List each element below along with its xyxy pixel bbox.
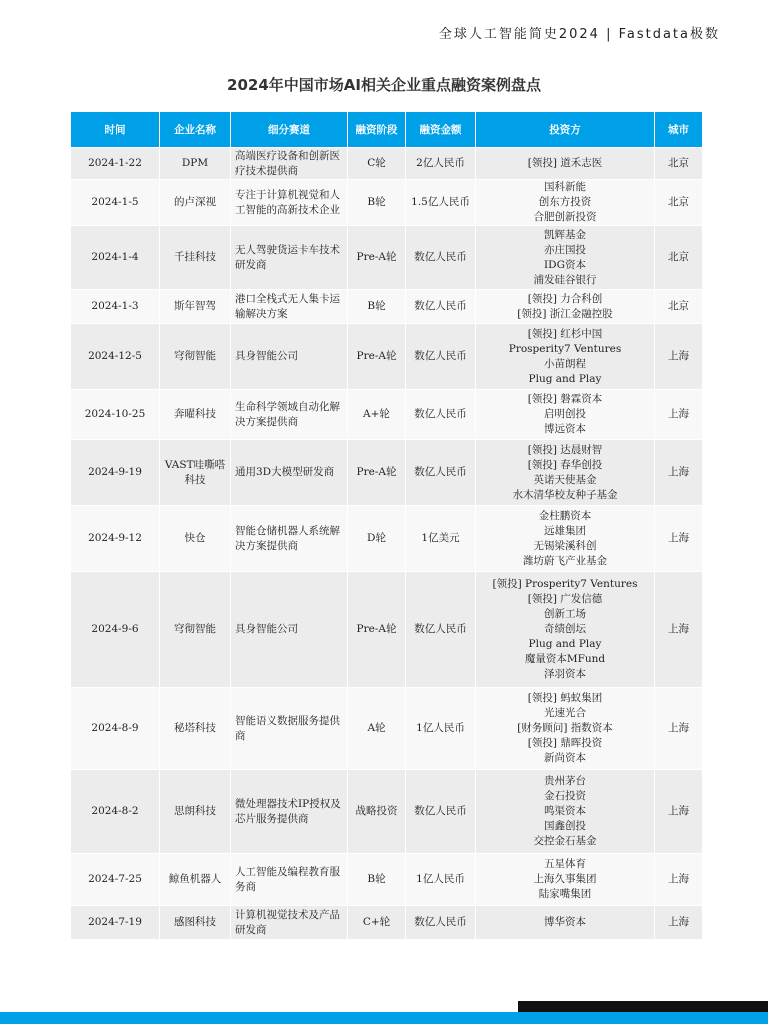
investor-name: 上海久事集团: [533, 873, 597, 885]
investor-name: [财务顾问] 指数资本: [517, 722, 613, 734]
footer-blue-bar: [0, 1012, 768, 1024]
cell-amount: 1.5亿人民币: [406, 180, 476, 226]
cell-track: 计算机视觉技术及产品研发商: [231, 906, 348, 940]
cell-stage: Pre-A轮: [348, 324, 406, 390]
investor-name: [领投] 浙江金融控股: [517, 307, 613, 320]
investor-name: 水木清华校友种子基金: [512, 488, 618, 501]
header-brand: 全球人工智能简史2024 | Fastdata极数: [438, 27, 720, 42]
cell-amount: 数亿人民币: [406, 324, 476, 390]
column-header-stage: 融资阶段: [348, 112, 406, 148]
cell-date: 2024-8-9: [71, 688, 160, 770]
column-header-city: 城市: [655, 112, 703, 148]
investor-name: 创东方投资: [538, 196, 592, 208]
investor-name: 远雄集团: [544, 524, 586, 537]
cell-city: 北京: [655, 180, 703, 226]
cell-track: 智能语义数据服务提供商: [231, 688, 348, 770]
table-row: [71, 390, 703, 440]
cell-company: 千挂科技: [160, 226, 231, 290]
cell-track: 微处理器技术IP授权及芯片服务提供商: [231, 770, 348, 854]
cell-stage: B轮: [348, 180, 406, 226]
investor-name: [领投] 磐霖资本: [527, 393, 603, 405]
cell-date: 2024-9-12: [71, 506, 160, 572]
footer-black-bar: [518, 1001, 768, 1012]
cell-investors: [476, 440, 655, 506]
investor-name: [领投] 红杉中国: [527, 327, 603, 340]
table-body: [71, 148, 703, 940]
table-row: [71, 506, 703, 572]
table-row: [71, 854, 703, 906]
investor-name: 博远资本: [544, 423, 586, 435]
investor-name: 浦发硅谷银行: [533, 273, 597, 286]
investor-name: 新尚资本: [544, 752, 586, 764]
investor-name: 英诺天使基金: [533, 473, 597, 486]
cell-city: 上海: [655, 506, 703, 572]
cell-stage: 战略投资: [348, 770, 406, 854]
investor-name: 亦庄国投: [544, 243, 586, 256]
investor-name: 国科新能: [544, 181, 586, 193]
cell-city: 北京: [655, 226, 703, 290]
investor-name: 国鑫创投: [544, 820, 586, 832]
cell-stage: Pre-A轮: [348, 226, 406, 290]
investor-name: IDG资本: [544, 258, 586, 271]
table-row: [71, 440, 703, 506]
cell-city: 上海: [655, 906, 703, 940]
cell-company: 的卢深视: [160, 180, 231, 226]
investor-name: [领投] 蚂蚁集团: [527, 692, 603, 704]
investor-name: [领投] 达晨财智: [527, 443, 603, 456]
investor-name: [领投] 春华创投: [527, 458, 603, 471]
table-row: [71, 906, 703, 940]
cell-company: 秘塔科技: [160, 688, 231, 770]
page-title: 2024年中国市场AI相关企业重点融资案例盘点: [227, 76, 541, 94]
cell-stage: C轮: [348, 148, 406, 180]
cell-investors: [476, 290, 655, 324]
investor-name: Prosperity7 Ventures: [508, 342, 622, 355]
cell-amount: 数亿人民币: [406, 226, 476, 290]
cell-company: VAST哇嘶嗒科技: [160, 440, 231, 506]
cell-date: 2024-12-5: [71, 324, 160, 390]
table-row: [71, 290, 703, 324]
investor-name: 金石投资: [544, 790, 586, 802]
cell-amount: 数亿人民币: [406, 440, 476, 506]
cell-date: 2024-9-6: [71, 572, 160, 688]
investor-name: [领投] 广发信德: [527, 593, 603, 605]
investor-name: 合肥创新投资: [533, 211, 597, 223]
financing-table: [70, 111, 703, 940]
cell-date: 2024-1-22: [71, 148, 160, 180]
cell-investors: [476, 506, 655, 572]
table-row: [71, 688, 703, 770]
table-header-row: [71, 112, 703, 148]
column-header-date: 时间: [71, 112, 160, 148]
cell-city: 上海: [655, 440, 703, 506]
cell-company: 穹彻智能: [160, 572, 231, 688]
cell-amount: 2亿人民币: [406, 148, 476, 180]
cell-date: 2024-1-5: [71, 180, 160, 226]
cell-date: 2024-9-19: [71, 440, 160, 506]
cell-city: 上海: [655, 390, 703, 440]
cell-date: 2024-7-19: [71, 906, 160, 940]
cell-date: 2024-7-25: [71, 854, 160, 906]
cell-track: 生命科学领域自动化解决方案提供商: [231, 390, 348, 440]
investor-name: 金柱鹏资本: [538, 509, 592, 522]
cell-track: 无人驾驶货运卡车技术研发商: [231, 226, 348, 290]
cell-company: 快仓: [160, 506, 231, 572]
table-row: [71, 180, 703, 226]
cell-amount: 1亿人民币: [406, 854, 476, 906]
investor-name: 创新工场: [544, 608, 586, 620]
table-row: [71, 770, 703, 854]
cell-investors: [476, 770, 655, 854]
cell-stage: Pre-A轮: [348, 440, 406, 506]
cell-company: 斯年智驾: [160, 290, 231, 324]
column-header-company: 企业名称: [160, 112, 231, 148]
cell-stage: B轮: [348, 290, 406, 324]
investor-name: 交控金石基金: [533, 835, 597, 847]
investor-name: 泽羽资本: [544, 668, 586, 680]
table-row: [71, 226, 703, 290]
cell-investors: [476, 854, 655, 906]
investor-name: Plug and Play: [528, 372, 602, 385]
investor-name: 博华资本: [544, 916, 586, 928]
cell-track: 专注于计算机视觉和人工智能的高新技术企业: [231, 180, 348, 226]
cell-track: 通用3D大模型研发商: [231, 440, 348, 506]
cell-date: 2024-8-2: [71, 770, 160, 854]
investor-name: [领投] Prosperity7 Ventures: [492, 578, 638, 590]
investor-name: 启明创投: [544, 408, 586, 420]
investor-name: [领投] 力合科创: [527, 292, 603, 305]
investor-name: 魔量资本MFund: [524, 653, 606, 665]
investor-name: 陆家嘴集团: [538, 888, 592, 900]
cell-stage: D轮: [348, 506, 406, 572]
cell-investors: [476, 572, 655, 688]
cell-city: 上海: [655, 770, 703, 854]
column-header-amount: 融资金额: [406, 112, 476, 148]
investor-name: 小苗朗程: [544, 357, 586, 370]
cell-company: 思朗科技: [160, 770, 231, 854]
cell-city: 北京: [655, 148, 703, 180]
investor-name: [领投] 鼎晖投资: [527, 737, 603, 749]
cell-stage: B轮: [348, 854, 406, 906]
cell-company: DPM: [160, 148, 231, 180]
investor-name: 五星体育: [544, 858, 586, 870]
cell-stage: Pre-A轮: [348, 572, 406, 688]
table-row: [71, 572, 703, 688]
cell-stage: A轮: [348, 688, 406, 770]
cell-date: 2024-1-4: [71, 226, 160, 290]
cell-track: 具身智能公司: [231, 572, 348, 688]
cell-track: 智能仓储机器人系统解决方案提供商: [231, 506, 348, 572]
cell-investors: [476, 180, 655, 226]
cell-investors: [476, 390, 655, 440]
cell-amount: 数亿人民币: [406, 906, 476, 940]
cell-amount: 1亿美元: [406, 506, 476, 572]
investor-name: Plug and Play: [528, 638, 602, 650]
cell-track: 具身智能公司: [231, 324, 348, 390]
table-row: [71, 148, 703, 180]
cell-amount: 数亿人民币: [406, 290, 476, 324]
cell-date: 2024-10-25: [71, 390, 160, 440]
cell-city: 上海: [655, 854, 703, 906]
cell-amount: 1亿人民币: [406, 688, 476, 770]
investor-name: 潍坊蔚飞产业基金: [523, 554, 607, 567]
cell-track: 高端医疗设备和创新医疗技术提供商: [231, 148, 348, 180]
investor-name: 光速光合: [544, 707, 586, 719]
cell-investors: [476, 688, 655, 770]
cell-amount: 数亿人民币: [406, 572, 476, 688]
cell-track: 港口全栈式无人集卡运输解决方案: [231, 290, 348, 324]
cell-city: 北京: [655, 290, 703, 324]
cell-company: 穹彻智能: [160, 324, 231, 390]
cell-city: 上海: [655, 688, 703, 770]
investor-name: 无锡梁溪科创: [533, 539, 597, 552]
cell-company: 奔曜科技: [160, 390, 231, 440]
cell-track: 人工智能及编程教育服务商: [231, 854, 348, 906]
cell-stage: A+轮: [348, 390, 406, 440]
cell-amount: 数亿人民币: [406, 770, 476, 854]
cell-company: 鲸鱼机器人: [160, 854, 231, 906]
cell-company: 感图科技: [160, 906, 231, 940]
column-header-track: 细分赛道: [231, 112, 348, 148]
investor-name: [领投] 道禾志医: [527, 157, 603, 169]
cell-city: 上海: [655, 572, 703, 688]
cell-stage: C+轮: [348, 906, 406, 940]
cell-investors: [476, 324, 655, 390]
cell-city: 上海: [655, 324, 703, 390]
column-header-investors: 投资方: [476, 112, 655, 148]
cell-investors: [476, 906, 655, 940]
table-row: [71, 324, 703, 390]
investor-name: 奇绩创坛: [544, 623, 586, 635]
cell-date: 2024-1-3: [71, 290, 160, 324]
cell-investors: [476, 148, 655, 180]
cell-investors: [476, 226, 655, 290]
investor-name: 贵州茅台: [544, 775, 586, 787]
investor-name: 鸣渠资本: [544, 805, 586, 817]
investor-name: 凯辉基金: [544, 228, 586, 241]
cell-amount: 数亿人民币: [406, 390, 476, 440]
